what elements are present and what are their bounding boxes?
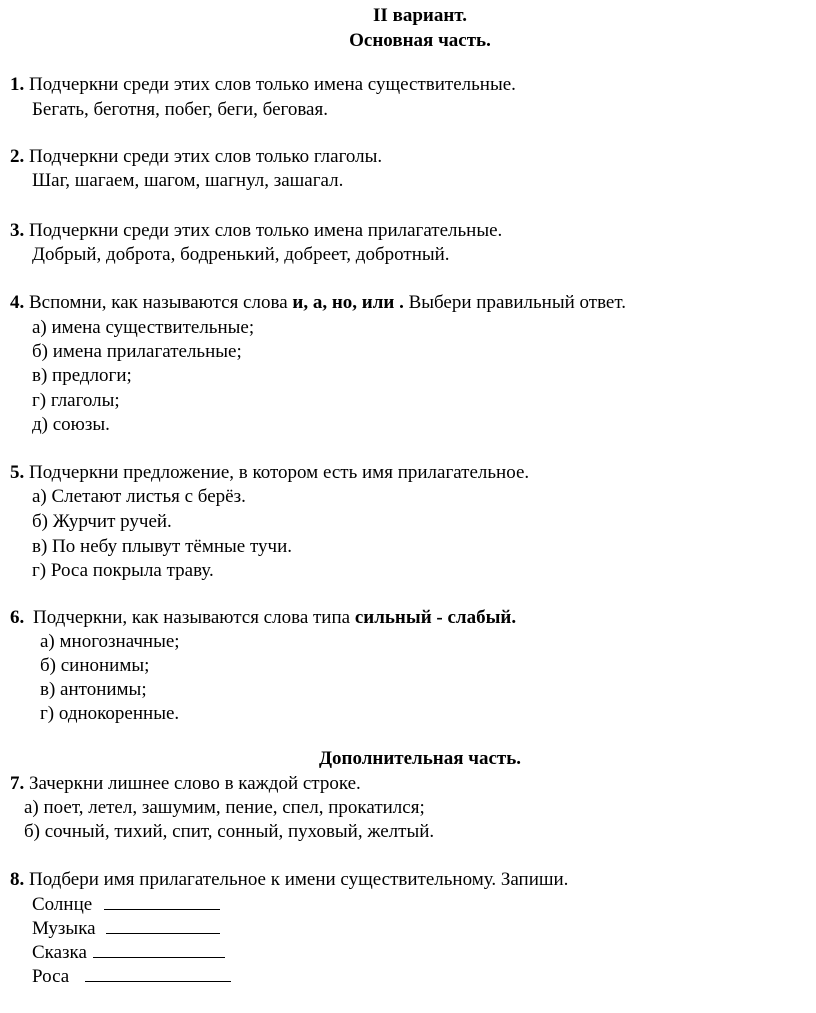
question-number: 2. [10,146,25,167]
question-3 [10,219,502,243]
option: б) Журчит ручей. [32,511,172,532]
question-text: Подчеркни, как называются слова типа [33,607,351,628]
option: в) антонимы; [40,679,147,700]
question-number: 6. [10,607,25,628]
question-number: 3. [10,220,25,241]
question-text: Подчеркни предложение, в котором есть имя прилагательное. [29,462,530,483]
question-1 [10,73,516,97]
question-highlight: и, а, но, или . [292,292,404,313]
option: в) предлоги; [32,365,132,386]
question-number: 8. [10,869,25,890]
option: б) имена прилагательные; [32,341,242,362]
question-text: Вспомни, как называются слова [29,292,288,313]
question-text-after: Выбери правильный ответ. [408,292,626,313]
question-7 [10,772,361,796]
question-6 [10,606,516,630]
question-text: Подбери имя прилагательное к имени существительному. Запиши. [29,869,569,890]
option: г) однокоренные. [40,703,180,724]
question-number: 7. [10,773,25,794]
option: б) сочный, тихий, спит, сонный, пуховый, желтый. [24,821,435,842]
section-main-title: Основная часть. [349,30,491,51]
noun-label: Роса [32,966,70,987]
option: в) По небу плывут тёмные тучи. [32,536,293,557]
answer-blank[interactable] [104,892,220,910]
question-text: Подчеркни среди этих слов только имена прилагательные. [29,220,503,241]
option: г) Роса покрыла траву. [32,560,214,581]
question-1-words: Бегать, беготня, побег, беги, беговая. [32,99,328,120]
question-text: Подчеркни среди этих слов только глаголы. [29,146,383,167]
noun-row [32,916,220,940]
question-3-words: Добрый, доброта, бодренький, добреет, добротный. [32,244,450,265]
option: б) синонимы; [40,655,150,676]
question-number: 1. [10,74,25,95]
answer-blank[interactable] [85,964,231,982]
option: а) поет, летел, зашумим, пение, спел, прокатился; [24,797,425,818]
question-4 [10,291,626,315]
question-2 [10,145,382,169]
answer-blank[interactable] [106,916,220,934]
question-8 [10,868,568,892]
noun-row [32,964,231,988]
noun-label: Солнце [32,894,93,915]
question-highlight: сильный - слабый. [354,607,517,628]
option: а) Слетают листья с берёз. [32,486,246,507]
noun-row [32,940,225,964]
question-text: Подчеркни среди этих слов только имена существительные. [29,74,516,95]
option: а) многозначные; [40,631,180,652]
option: д) союзы. [32,414,110,435]
option: г) глаголы; [32,390,120,411]
noun-label: Сказка [32,942,87,963]
question-5 [10,461,529,485]
question-2-words: Шаг, шагаем, шагом, шагнул, зашагал. [32,170,344,191]
variant-title: II вариант. [373,5,467,26]
noun-row [32,892,220,916]
question-number: 4. [10,292,25,313]
section-extra-title: Дополнительная часть. [318,748,522,769]
question-number: 5. [10,462,25,483]
answer-blank[interactable] [93,940,225,958]
option: а) имена существительные; [32,317,255,338]
noun-label: Музыка [32,918,96,939]
question-text: Зачеркни лишнее слово в каждой строке. [29,773,361,794]
